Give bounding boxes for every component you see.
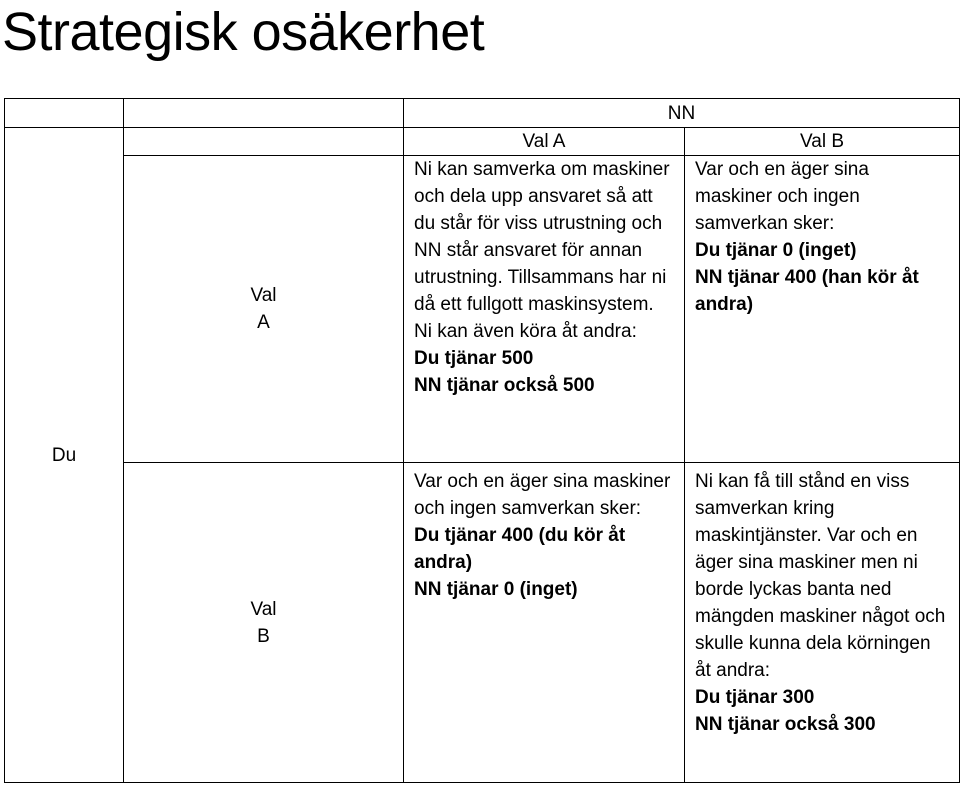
empty-corner-cell-2 <box>124 99 404 128</box>
cell-a-b-payoff-nn: NN tjänar 400 (han kör åt andra) <box>695 267 919 315</box>
header-row-column-choices <box>5 128 960 156</box>
row-choice-a <box>124 156 404 463</box>
cell-b-b-payoff-you: Du tjänar 300 <box>695 687 815 708</box>
empty-corner-cell <box>5 99 124 128</box>
cell-b-a-payoff-nn: NN tjänar 0 (inget) <box>414 579 578 600</box>
cell-a-a-payoff-you: Du tjänar 500 <box>414 348 534 369</box>
row-choice-b-line1: Val <box>250 598 277 620</box>
cell-a-a <box>404 156 685 463</box>
slide-title: Strategisk osäkerhet <box>2 2 485 62</box>
payoff-matrix <box>4 98 960 783</box>
matrix-row-b <box>5 463 960 783</box>
matrix-row-a <box>5 156 960 463</box>
cell-b-a-text: Var och en äger sina maskiner och ingen samverkan sker: <box>414 471 671 519</box>
header-row-column-player <box>5 99 960 128</box>
row-choice-b <box>124 463 404 783</box>
empty-header-cell <box>124 128 404 156</box>
cell-b-b-text: Ni kan få till stånd en viss samverkan kring maskintjänster. Var och en äger sina maskiner men ni borde lyckas banta ned mängden maskiner något och skulle kunna dela körningen åt andra: <box>695 471 946 681</box>
cell-a-b-payoff-you: Du tjänar 0 (inget) <box>695 240 857 261</box>
row-choice-a-line1: Val <box>250 285 277 306</box>
cell-a-b-text: Var och en äger sina maskiner och ingen samverkan sker: <box>695 159 869 234</box>
row-choice-b-line2: B <box>257 625 270 647</box>
cell-a-a-payoff-nn: NN tjänar också 500 <box>414 375 595 396</box>
row-player-label: Du <box>5 128 124 783</box>
cell-b-b <box>685 463 960 783</box>
column-player-label: NN <box>404 99 960 128</box>
cell-a-b <box>685 156 960 463</box>
cell-b-b-payoff-nn: NN tjänar också 300 <box>695 714 876 735</box>
column-choice-a: Val A <box>404 128 685 156</box>
cell-b-a <box>404 463 685 783</box>
cell-a-a-text: Ni kan samverka om maskiner och dela upp ansvaret så att du står för viss utrustning och NN står ansvaret för annan utrustning. Tillsammans har ni då ett fullgott maskinsystem. Ni kan även köra åt andra: <box>414 159 670 342</box>
row-choice-a-line2: A <box>257 312 270 333</box>
cell-b-a-payoff-you: Du tjänar 400 (du kör åt andra) <box>414 525 626 573</box>
column-choice-b: Val B <box>685 128 960 156</box>
